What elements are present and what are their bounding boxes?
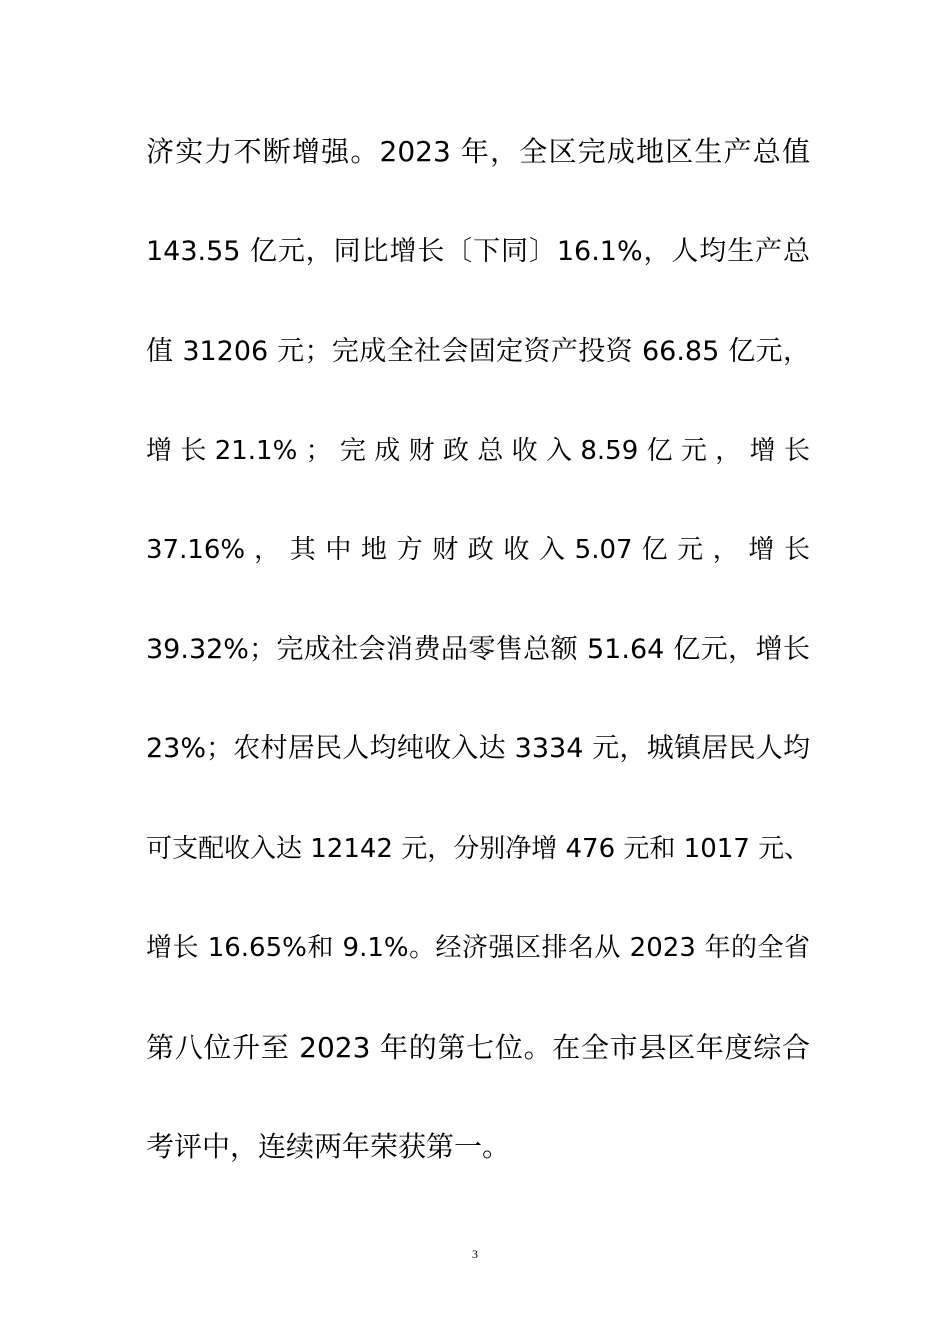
text-line-8: 可支配收入达 12142 元，分别净增 476 元和 1017 元、 xyxy=(146,834,811,864)
text-line-6: 39.32%；完成社会消费品零售总额 51.64 亿元，增长 xyxy=(146,634,810,665)
text-line-11: 考评中，连续两年荣获第一。 xyxy=(146,1130,511,1163)
text-line-2: 143.55 亿元，同比增长〔下同〕16.1%，人均生产总 xyxy=(146,236,810,267)
text-line-3: 值 31206 元；完成全社会固定资产投资 66.85 亿元， xyxy=(146,336,810,367)
text-line-7: 23%；农村居民人均纯收入达 3334 元，城镇居民人均 xyxy=(146,733,810,764)
page-number: 3 xyxy=(472,1247,478,1261)
text-line-4: 增 长 21.1% ； 完 成 财 政 总 收 入 8.59 亿 元 ， 增 长 xyxy=(146,436,810,466)
text-line-1: 济实力不断增强。2023 年，全区完成地区生产总值 xyxy=(146,135,810,168)
text-line-9: 增长 16.65%和 9.1%。经济强区排名从 2023 年的全省 xyxy=(146,933,810,963)
text-line-10: 第八位升至 2023 年的第七位。在全市县区年度综合 xyxy=(146,1031,810,1064)
text-line-5: 37.16% ， 其 中 地 方 财 政 收 入 5.07 亿 元 ， 增 长 xyxy=(146,535,810,565)
